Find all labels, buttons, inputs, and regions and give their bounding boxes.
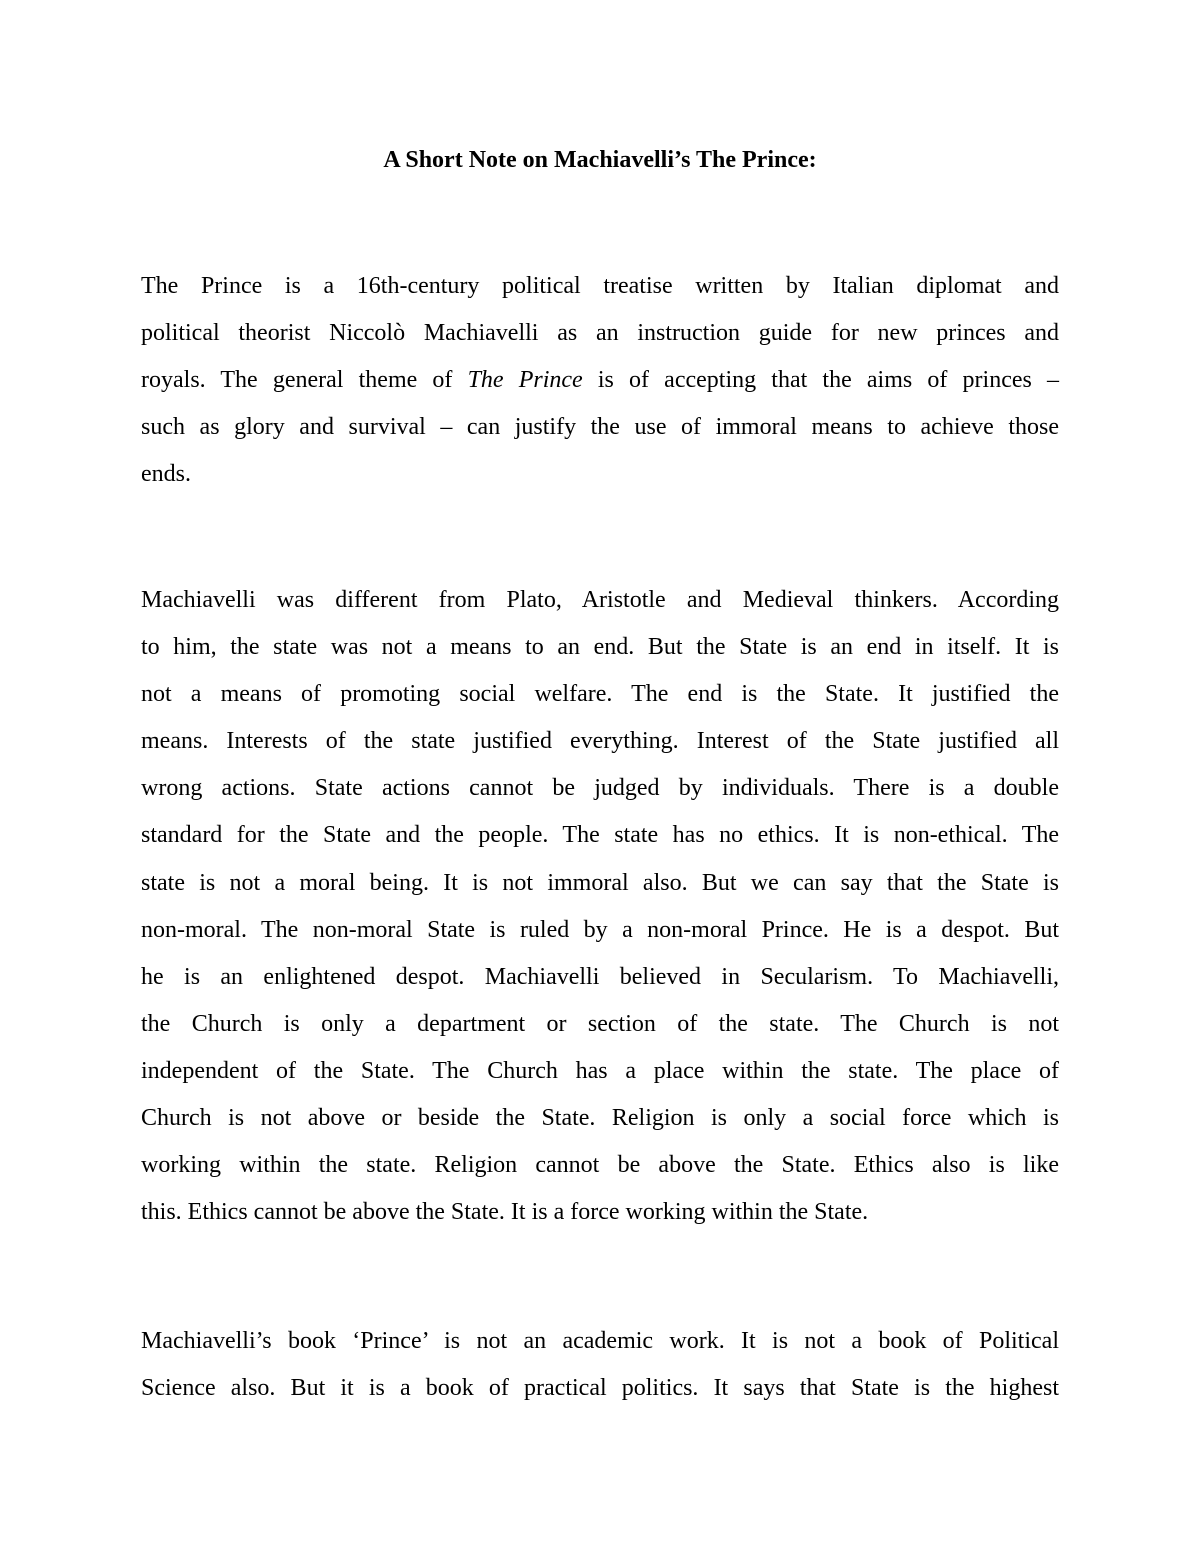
paragraph-2-line-8: non-moral. The non-moral State is ruled by a non-moral Prince. He is a despot. But <box>141 916 1059 943</box>
paragraph-1-line-5: ends. <box>141 461 191 488</box>
paragraph-3-line-2: Science also. But it is a book of practical politics. It says that State is the highest <box>141 1375 1059 1402</box>
book-title-italic: The Prince <box>467 367 583 394</box>
paragraph-1 <box>141 263 1059 498</box>
paragraph-2-line-12: Church is not above or beside the State. Religion is only a social force which is <box>141 1105 1059 1132</box>
paragraph-2-line-7: state is not a moral being. It is not immoral also. But we can say that the State is <box>141 869 1059 896</box>
paragraph-2-line-13: working within the state. Religion cannot be above the State. Ethics also is like <box>141 1152 1059 1179</box>
paragraph-3-line-1: Machiavelli’s book ‘Prince’ is not an academic work. It is not a book of Political <box>141 1328 1059 1354</box>
paragraph-2-line-1: Machiavelli was different from Plato, Aristotle and Medieval thinkers. According <box>141 587 1059 613</box>
paragraph-2-line-4: means. Interests of the state justified everything. Interest of the State justified all <box>141 728 1059 755</box>
paragraph-2-line-14: this. Ethics cannot be above the State. It is a force working within the State. <box>141 1199 869 1226</box>
paragraph-2-line-2: to him, the state was not a means to an end. But the State is an end in itself. It is <box>141 634 1059 661</box>
paragraph-1-line-4: such as glory and survival – can justify the use of immoral means to achieve those <box>141 414 1059 441</box>
paragraph-1-line-2: political theorist Niccolò Machiavelli as an instruction guide for new princes and <box>141 320 1059 347</box>
document-title: A Short Note on Machiavelli’s The Prince: <box>383 147 817 173</box>
paragraph-2-line-10: the Church is only a department or section of the state. The Church is not <box>141 1010 1059 1037</box>
paragraph-1-line-3-end: is of accepting that the aims of princes – <box>582 367 1059 394</box>
paragraph-2 <box>141 577 1059 1236</box>
paragraph-1-line-1: The Prince is a 16th-century political treatise written by Italian diplomat and <box>141 273 1059 299</box>
paragraph-3 <box>141 1318 1059 1412</box>
paragraph-2-line-6: standard for the State and the people. The state has no ethics. It is non-ethical. The <box>141 822 1059 849</box>
paragraph-1-line-3-start: royals. The general theme of <box>141 367 468 394</box>
paragraph-2-line-5: wrong actions. State actions cannot be judged by individuals. There is a double <box>141 775 1059 802</box>
paragraph-1-line-3 <box>141 357 1059 404</box>
paragraph-2-line-11: independent of the State. The Church has a place within the state. The place of <box>141 1057 1059 1084</box>
paragraph-2-line-9: he is an enlightened despot. Machiavelli believed in Secularism. To Machiavelli, <box>141 963 1059 990</box>
paragraph-2-line-3: not a means of promoting social welfare. The end is the State. It justified the <box>141 681 1059 708</box>
